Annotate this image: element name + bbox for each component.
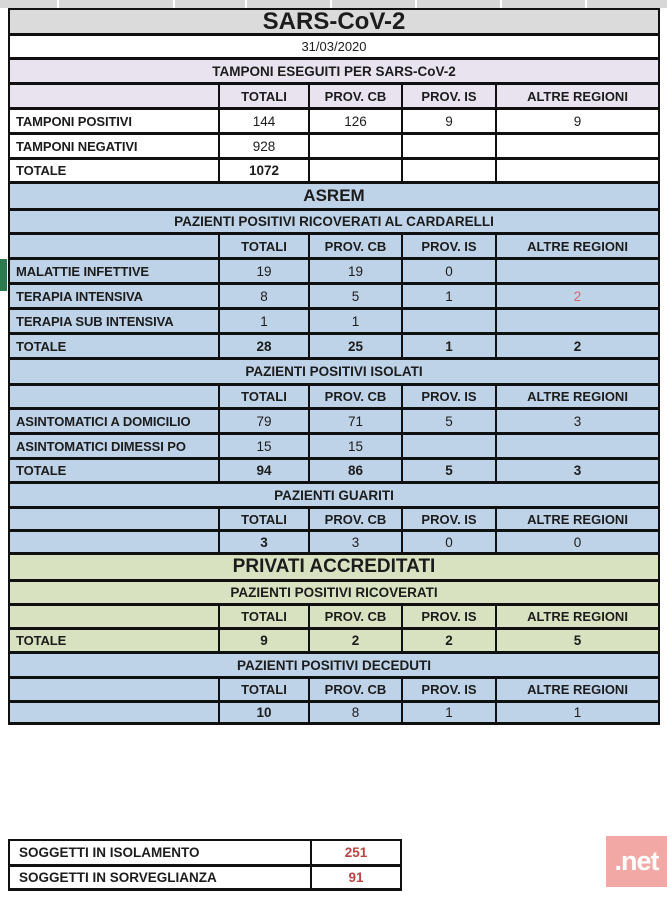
cell-totali: 9	[218, 630, 308, 651]
section-header-asrem	[10, 184, 658, 211]
row-label: TAMPONI POSITIVI	[16, 113, 132, 129]
cell-prov-cb: 8	[308, 703, 401, 722]
column-header-row	[10, 679, 658, 703]
cell-prov-is: 5	[401, 460, 495, 481]
cell-altre-regioni-alert: 2	[495, 285, 658, 307]
col-header-altre-regioni: ALTRE REGIONI	[495, 679, 658, 700]
cell-prov-cb: 3	[308, 532, 401, 552]
section-header-deceduti	[10, 654, 658, 679]
cell-altre-regioni: 1	[495, 703, 658, 722]
row-label: TOTALE	[16, 633, 67, 648]
cell-prov-cb	[308, 160, 401, 181]
col-header-prov-is: PROV. IS	[401, 606, 495, 627]
section-title: PRIVATI ACCREDITATI	[232, 556, 436, 577]
table-row-asintomatici-dimessi	[10, 435, 658, 460]
summary-table	[8, 839, 402, 891]
section-title: PAZIENTI POSITIVI RICOVERATI	[230, 585, 438, 600]
col-header-altre-regioni: ALTRE REGIONI	[495, 85, 658, 107]
row-label: MALATTIE INFETTIVE	[16, 263, 150, 279]
cell-totali: 15	[218, 435, 308, 457]
cell-prov-is	[401, 160, 495, 181]
cell-prov-cb: 126	[308, 110, 401, 132]
cell-prov-is: 0	[401, 260, 495, 282]
row-label: TERAPIA INTENSIVA	[16, 288, 143, 304]
cell-isolamento-value: 251	[310, 841, 400, 864]
column-header-row	[10, 509, 658, 532]
cell-sorveglianza-value: 91	[310, 867, 400, 888]
section-title: PAZIENTI POSITIVI DECEDUTI	[236, 657, 432, 673]
cell-totali: 79	[218, 410, 308, 432]
corner-cell	[10, 679, 218, 700]
row-label	[10, 532, 218, 552]
column-header-row	[10, 386, 658, 410]
cell-totali: 928	[218, 135, 308, 157]
column-header-row	[10, 235, 658, 260]
table-row-terapia-intensiva	[10, 285, 658, 310]
section-header-privati-ricoverati	[10, 582, 658, 606]
col-header-totali: TOTALI	[218, 235, 308, 257]
watermark-net-logo	[606, 836, 667, 887]
corner-cell	[10, 235, 218, 257]
active-cell-indicator	[0, 259, 7, 291]
cell-totali: 1	[218, 310, 308, 332]
table-row-tamponi-totale	[10, 160, 658, 184]
table-row-isolamento	[10, 841, 400, 867]
section-title: ASREM	[303, 186, 365, 205]
col-header-prov-cb: PROV. CB	[308, 235, 401, 257]
col-header-altre-regioni: ALTRE REGIONI	[495, 509, 658, 529]
col-header-totali: TOTALI	[218, 679, 308, 700]
row-label	[10, 703, 218, 722]
cell-altre-regioni: 3	[495, 460, 658, 481]
cell-prov-cb: 86	[308, 460, 401, 481]
col-header-prov-is: PROV. IS	[401, 386, 495, 407]
row-label: TOTALE	[16, 338, 67, 354]
cell-prov-is	[401, 135, 495, 157]
section-header-privati	[10, 555, 658, 582]
table-row-privati-totale	[10, 630, 658, 654]
table-row-asintomatici-domicilio	[10, 410, 658, 435]
corner-cell	[10, 606, 218, 627]
report-date-row	[10, 36, 658, 60]
col-header-prov-is: PROV. IS	[401, 85, 495, 107]
covid-report-table	[8, 8, 660, 725]
cell-altre-regioni	[495, 310, 658, 332]
col-header-altre-regioni: ALTRE REGIONI	[495, 235, 658, 257]
section-title: PAZIENTI POSITIVI RICOVERATI AL CARDARELLI	[174, 214, 494, 229]
col-header-prov-cb: PROV. CB	[308, 386, 401, 407]
cell-prov-is: 5	[401, 410, 495, 432]
cell-altre-regioni	[495, 160, 658, 181]
cell-totali: 28	[218, 335, 308, 357]
report-title-row	[10, 7, 658, 36]
col-header-prov-is: PROV. IS	[401, 679, 495, 700]
table-row-deceduti-values	[10, 703, 658, 725]
cell-prov-is: 1	[401, 703, 495, 722]
cell-prov-cb: 25	[308, 335, 401, 357]
col-header-totali: TOTALI	[218, 85, 308, 107]
row-label: SOGGETTI IN ISOLAMENTO	[19, 845, 200, 860]
col-header-altre-regioni: ALTRE REGIONI	[495, 386, 658, 407]
section-header-cardarelli	[10, 211, 658, 235]
corner-cell	[10, 85, 218, 107]
col-header-prov-is: PROV. IS	[401, 235, 495, 257]
table-row-tamponi-positivi	[10, 110, 658, 135]
section-header-isolati	[10, 360, 658, 386]
cell-prov-cb: 15	[308, 435, 401, 457]
row-label: TERAPIA SUB INTENSIVA	[16, 313, 174, 329]
cell-altre-regioni: 3	[495, 410, 658, 432]
row-label: TOTALE	[16, 463, 67, 478]
cell-altre-regioni	[495, 135, 658, 157]
watermark-text: .net	[614, 846, 659, 876]
row-label: ASINTOMATICI DIMESSI PO	[16, 438, 186, 454]
cell-prov-cb: 19	[308, 260, 401, 282]
cell-prov-is	[401, 310, 495, 332]
cell-prov-is: 1	[401, 335, 495, 357]
cell-totali: 8	[218, 285, 308, 307]
column-header-row	[10, 85, 658, 110]
cell-totali: 94	[218, 460, 308, 481]
cell-prov-is	[401, 435, 495, 457]
table-row-terapia-sub-intensiva	[10, 310, 658, 335]
col-header-altre-regioni: ALTRE REGIONI	[495, 606, 658, 627]
cell-altre-regioni: 9	[495, 110, 658, 132]
cell-prov-cb: 71	[308, 410, 401, 432]
cell-prov-cb	[308, 135, 401, 157]
section-title: PAZIENTI POSITIVI ISOLATI	[245, 364, 423, 379]
corner-cell	[10, 509, 218, 529]
cell-altre-regioni: 2	[495, 335, 658, 357]
table-row-cardarelli-totale	[10, 335, 658, 360]
report-date: 31/03/2020	[301, 39, 367, 54]
table-row-isolati-totale	[10, 460, 658, 484]
table-row-guariti-values	[10, 532, 658, 555]
cell-prov-cb: 2	[308, 630, 401, 651]
col-header-totali: TOTALI	[218, 386, 308, 407]
cell-altre-regioni: 0	[495, 532, 658, 552]
row-label: TAMPONI NEGATIVI	[16, 138, 138, 154]
cell-altre-regioni	[495, 435, 658, 457]
cell-prov-cb: 5	[308, 285, 401, 307]
row-label: TOTALE	[16, 163, 67, 178]
table-row-malattie-infettive	[10, 260, 658, 285]
page-title: SARS-CoV-2	[262, 7, 406, 35]
cell-prov-cb: 1	[308, 310, 401, 332]
cell-totali: 144	[218, 110, 308, 132]
cell-totali: 19	[218, 260, 308, 282]
cell-altre-regioni	[495, 260, 658, 282]
section-title: PAZIENTI GUARITI	[274, 487, 394, 503]
cell-prov-is: 1	[401, 285, 495, 307]
corner-cell	[10, 386, 218, 407]
col-header-totali: TOTALI	[218, 509, 308, 529]
col-header-prov-cb: PROV. CB	[308, 85, 401, 107]
cell-prov-is: 9	[401, 110, 495, 132]
cell-prov-is: 0	[401, 532, 495, 552]
column-header-row	[10, 606, 658, 630]
cell-prov-is: 2	[401, 630, 495, 651]
table-row-tamponi-negativi	[10, 135, 658, 160]
cell-totali: 10	[218, 703, 308, 722]
col-header-totali: TOTALI	[218, 606, 308, 627]
col-header-prov-cb: PROV. CB	[308, 509, 401, 529]
section-header-tamponi	[10, 60, 658, 85]
row-label: ASINTOMATICI A DOMICILIO	[16, 413, 191, 429]
section-title: TAMPONI ESEGUITI PER SARS-CoV-2	[212, 63, 456, 79]
col-header-prov-is: PROV. IS	[401, 509, 495, 529]
table-row-sorveglianza	[10, 867, 400, 891]
col-header-prov-cb: PROV. CB	[308, 679, 401, 700]
cell-totali: 1072	[218, 160, 308, 181]
col-header-prov-cb: PROV. CB	[308, 606, 401, 627]
row-label: SOGGETTI IN SORVEGLIANZA	[19, 870, 217, 885]
section-header-guariti	[10, 484, 658, 509]
cell-altre-regioni: 5	[495, 630, 658, 651]
cell-totali: 3	[218, 532, 308, 552]
